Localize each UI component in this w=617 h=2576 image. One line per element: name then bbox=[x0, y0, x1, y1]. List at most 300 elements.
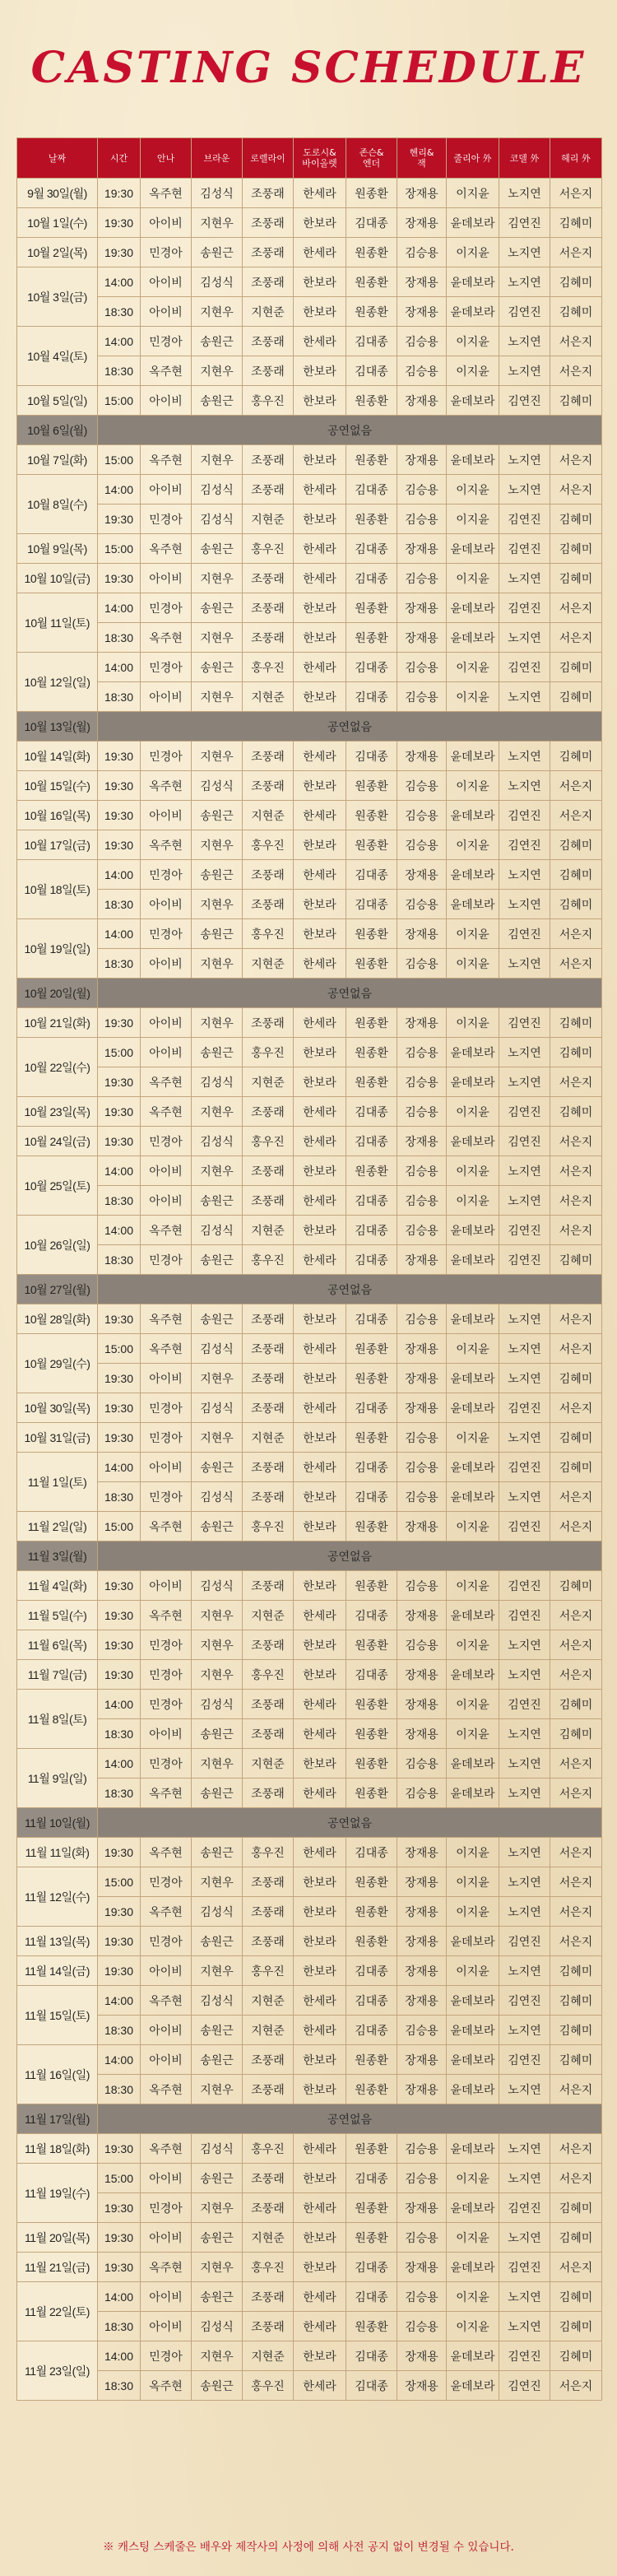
cast-cell: 조풍래 bbox=[243, 860, 294, 890]
cast-cell: 민경아 bbox=[141, 1660, 192, 1690]
header-row bbox=[17, 138, 602, 179]
cast-cell: 지현준 bbox=[243, 801, 294, 830]
cast-cell: 서은지 bbox=[550, 1630, 602, 1660]
cast-cell: 조풍래 bbox=[243, 1186, 294, 1216]
cast-cell: 노지연 bbox=[499, 2016, 550, 2045]
cast-cell: 송원근 bbox=[192, 327, 243, 356]
cast-cell: 김대종 bbox=[346, 208, 397, 238]
cast-cell: 원종환 bbox=[346, 1067, 397, 1097]
cast-cell: 아이비 bbox=[141, 2164, 192, 2193]
cast-cell: 한보라 bbox=[294, 297, 346, 327]
cast-cell: 노지연 bbox=[499, 1334, 550, 1364]
cast-cell: 윤데보라 bbox=[447, 297, 499, 327]
date-cell: 10월 23일(목) bbox=[17, 1097, 98, 1127]
cast-cell: 윤데보라 bbox=[447, 801, 499, 830]
cast-cell: 지현준 bbox=[243, 1067, 294, 1097]
cast-cell: 민경아 bbox=[141, 505, 192, 534]
cast-cell: 김승용 bbox=[397, 682, 447, 712]
cast-cell: 김연진 bbox=[499, 1601, 550, 1630]
time-cell: 19:30 bbox=[98, 1956, 141, 1986]
cast-cell: 원종환 bbox=[346, 1927, 397, 1956]
date-cell: 11월 7일(금) bbox=[17, 1660, 98, 1690]
schedule-row bbox=[17, 297, 602, 327]
time-cell: 14:00 bbox=[98, 327, 141, 356]
date-cell: 10월 31일(금) bbox=[17, 1423, 98, 1453]
cast-cell: 한보라 bbox=[294, 1897, 346, 1927]
cast-cell: 한보라 bbox=[294, 593, 346, 623]
cast-cell: 윤데보라 bbox=[447, 2253, 499, 2282]
cast-cell: 한보라 bbox=[294, 267, 346, 297]
cast-cell: 김연진 bbox=[499, 2371, 550, 2401]
date-cell: 10월 13일(월) bbox=[17, 712, 98, 742]
cast-cell: 윤데보라 bbox=[447, 1364, 499, 1393]
cast-cell: 민경아 bbox=[141, 860, 192, 890]
date-cell: 10월 12일(일) bbox=[17, 653, 98, 712]
cast-cell: 서은지 bbox=[550, 593, 602, 623]
date-cell: 10월 15일(수) bbox=[17, 771, 98, 801]
cast-cell: 김대종 bbox=[346, 1986, 397, 2016]
cast-cell: 서은지 bbox=[550, 1927, 602, 1956]
cast-cell: 김승용 bbox=[397, 2282, 447, 2312]
cast-cell: 서은지 bbox=[550, 179, 602, 208]
schedule-row bbox=[17, 386, 602, 416]
cast-cell: 홍우진 bbox=[243, 1660, 294, 1690]
cast-cell: 이지윤 bbox=[447, 1956, 499, 1986]
time-cell: 14:00 bbox=[98, 2045, 141, 2075]
cast-cell: 김승용 bbox=[397, 1779, 447, 1808]
schedule-row bbox=[17, 1956, 602, 1986]
date-cell: 11월 15일(토) bbox=[17, 1986, 98, 2045]
cast-cell: 장재용 bbox=[397, 1660, 447, 1690]
cast-cell: 이지윤 bbox=[447, 919, 499, 949]
cast-cell: 윤데보라 bbox=[447, 1601, 499, 1630]
cast-cell: 김승용 bbox=[397, 1216, 447, 1245]
no-show-label: 공연없음 bbox=[98, 1275, 602, 1304]
cast-cell: 민경아 bbox=[141, 1423, 192, 1453]
date-cell: 11월 19일(수) bbox=[17, 2164, 98, 2223]
date-cell: 10월 21일(화) bbox=[17, 1008, 98, 1038]
cast-cell: 윤데보라 bbox=[447, 623, 499, 653]
cast-cell: 옥주현 bbox=[141, 2134, 192, 2164]
cast-cell: 한보라 bbox=[294, 2341, 346, 2371]
cast-cell: 홍우진 bbox=[243, 2253, 294, 2282]
cast-cell: 서은지 bbox=[550, 1512, 602, 1541]
time-cell: 18:30 bbox=[98, 949, 141, 979]
time-cell: 19:30 bbox=[98, 1838, 141, 1867]
cast-cell: 김연진 bbox=[499, 1127, 550, 1156]
cast-cell: 김성식 bbox=[192, 1127, 243, 1156]
cast-cell: 김혜미 bbox=[550, 1038, 602, 1067]
cast-cell: 한보라 bbox=[294, 386, 346, 416]
cast-cell: 조풍래 bbox=[243, 1008, 294, 1038]
cast-cell: 윤데보라 bbox=[447, 1749, 499, 1779]
cast-cell: 김혜미 bbox=[550, 1719, 602, 1749]
cast-cell: 민경아 bbox=[141, 1867, 192, 1897]
cast-cell: 장재용 bbox=[397, 2253, 447, 2282]
date-cell: 11월 9일(일) bbox=[17, 1749, 98, 1808]
cast-cell: 김대종 bbox=[346, 1453, 397, 1482]
cast-cell: 노지연 bbox=[499, 1630, 550, 1660]
date-cell: 10월 1일(수) bbox=[17, 208, 98, 238]
cast-cell: 김혜미 bbox=[550, 2193, 602, 2223]
cast-cell: 장재용 bbox=[397, 2371, 447, 2401]
cast-cell: 노지연 bbox=[499, 1838, 550, 1867]
cast-cell: 김대종 bbox=[346, 356, 397, 386]
cast-cell: 김승용 bbox=[397, 2312, 447, 2341]
cast-cell: 원종환 bbox=[346, 2312, 397, 2341]
cast-cell: 김대종 bbox=[346, 1216, 397, 1245]
cast-cell: 김대종 bbox=[346, 1393, 397, 1423]
cast-cell: 송원근 bbox=[192, 801, 243, 830]
cast-cell: 윤데보라 bbox=[447, 1482, 499, 1512]
cast-cell: 김혜미 bbox=[550, 890, 602, 919]
cast-cell: 노지연 bbox=[499, 238, 550, 267]
cast-cell: 김혜미 bbox=[550, 1423, 602, 1453]
cast-cell: 원종환 bbox=[346, 1719, 397, 1749]
cast-cell: 김혜미 bbox=[550, 1571, 602, 1601]
cast-cell: 지현우 bbox=[192, 623, 243, 653]
cast-cell: 김연진 bbox=[499, 1927, 550, 1956]
time-cell: 19:30 bbox=[98, 1423, 141, 1453]
cast-cell: 김연진 bbox=[499, 505, 550, 534]
cast-cell: 장재용 bbox=[397, 1690, 447, 1719]
cast-cell: 이지윤 bbox=[447, 2164, 499, 2193]
schedule-row bbox=[17, 1779, 602, 1808]
cast-cell: 원종환 bbox=[346, 297, 397, 327]
cast-cell: 옥주현 bbox=[141, 356, 192, 386]
cast-cell: 서은지 bbox=[550, 1393, 602, 1423]
date-cell: 11월 5일(수) bbox=[17, 1601, 98, 1630]
cast-cell: 한보라 bbox=[294, 356, 346, 386]
cast-cell: 김연진 bbox=[499, 830, 550, 860]
cast-cell: 김대종 bbox=[346, 534, 397, 564]
cast-cell: 장재용 bbox=[397, 267, 447, 297]
cast-cell: 이지윤 bbox=[447, 653, 499, 682]
cast-cell: 원종환 bbox=[346, 2075, 397, 2104]
cast-cell: 한보라 bbox=[294, 208, 346, 238]
cast-cell: 장재용 bbox=[397, 1838, 447, 1867]
column-header: 로렐라이 bbox=[243, 138, 294, 179]
time-cell: 18:30 bbox=[98, 1245, 141, 1275]
cast-cell: 김성식 bbox=[192, 475, 243, 505]
cast-cell: 송원근 bbox=[192, 653, 243, 682]
cast-cell: 홍우진 bbox=[243, 1245, 294, 1275]
cast-cell: 노지연 bbox=[499, 682, 550, 712]
cast-cell: 윤데보라 bbox=[447, 1127, 499, 1156]
schedule-row bbox=[17, 1897, 602, 1927]
cast-cell: 지현준 bbox=[243, 1216, 294, 1245]
cast-cell: 윤데보라 bbox=[447, 1067, 499, 1097]
cast-cell: 이지윤 bbox=[447, 682, 499, 712]
no-show-label: 공연없음 bbox=[98, 712, 602, 742]
date-cell: 11월 4일(화) bbox=[17, 1571, 98, 1601]
cast-cell: 민경아 bbox=[141, 1630, 192, 1660]
date-cell: 11월 22일(토) bbox=[17, 2282, 98, 2341]
cast-cell: 원종환 bbox=[346, 1571, 397, 1601]
date-cell: 10월 27일(월) bbox=[17, 1275, 98, 1304]
cast-cell: 윤데보라 bbox=[447, 1927, 499, 1956]
cast-cell: 지현준 bbox=[243, 1601, 294, 1630]
cast-cell: 이지윤 bbox=[447, 1008, 499, 1038]
cast-cell: 노지연 bbox=[499, 356, 550, 386]
cast-cell: 김혜미 bbox=[550, 2045, 602, 2075]
schedule-row bbox=[17, 2253, 602, 2282]
cast-cell: 한보라 bbox=[294, 2045, 346, 2075]
cast-cell: 한보라 bbox=[294, 1364, 346, 1393]
cast-cell: 지현우 bbox=[192, 564, 243, 593]
cast-cell: 김승용 bbox=[397, 1156, 447, 1186]
cast-cell: 한보라 bbox=[294, 1630, 346, 1660]
cast-cell: 장재용 bbox=[397, 386, 447, 416]
cast-cell: 민경아 bbox=[141, 2193, 192, 2223]
time-cell: 19:30 bbox=[98, 830, 141, 860]
cast-cell: 이지윤 bbox=[447, 2223, 499, 2253]
time-cell: 18:30 bbox=[98, 1186, 141, 1216]
schedule-row bbox=[17, 742, 602, 771]
date-cell: 10월 14일(화) bbox=[17, 742, 98, 771]
cast-cell: 한보라 bbox=[294, 505, 346, 534]
date-cell: 10월 24일(금) bbox=[17, 1127, 98, 1156]
cast-cell: 지현준 bbox=[243, 1749, 294, 1779]
cast-cell: 한보라 bbox=[294, 890, 346, 919]
cast-cell: 원종환 bbox=[346, 1423, 397, 1453]
cast-cell: 한세라 bbox=[294, 801, 346, 830]
cast-cell: 조풍래 bbox=[243, 2312, 294, 2341]
cast-cell: 김승용 bbox=[397, 2016, 447, 2045]
cast-cell: 홍우진 bbox=[243, 2134, 294, 2164]
cast-cell: 옥주현 bbox=[141, 2253, 192, 2282]
cast-cell: 지현우 bbox=[192, 830, 243, 860]
cast-cell: 조풍래 bbox=[243, 1304, 294, 1334]
cast-cell: 조풍래 bbox=[243, 890, 294, 919]
cast-cell: 지현우 bbox=[192, 1008, 243, 1038]
cast-cell: 김승용 bbox=[397, 1423, 447, 1453]
cast-cell: 조풍래 bbox=[243, 1690, 294, 1719]
time-cell: 19:30 bbox=[98, 1571, 141, 1601]
cast-cell: 원종환 bbox=[346, 1690, 397, 1719]
cast-cell: 한보라 bbox=[294, 771, 346, 801]
cast-cell: 김승용 bbox=[397, 771, 447, 801]
cast-cell: 장재용 bbox=[397, 297, 447, 327]
cast-cell: 조풍래 bbox=[243, 1334, 294, 1364]
cast-cell: 노지연 bbox=[499, 267, 550, 297]
cast-cell: 장재용 bbox=[397, 1719, 447, 1749]
cast-cell: 지현우 bbox=[192, 2341, 243, 2371]
cast-cell: 아이비 bbox=[141, 682, 192, 712]
cast-cell: 장재용 bbox=[397, 1927, 447, 1956]
cast-cell: 김혜미 bbox=[550, 1453, 602, 1482]
cast-cell: 윤데보라 bbox=[447, 2075, 499, 2104]
cast-cell: 노지연 bbox=[499, 2312, 550, 2341]
schedule-row bbox=[17, 327, 602, 356]
cast-cell: 지현우 bbox=[192, 2253, 243, 2282]
cast-cell: 서은지 bbox=[550, 771, 602, 801]
cast-cell: 민경아 bbox=[141, 238, 192, 267]
cast-cell: 원종환 bbox=[346, 593, 397, 623]
cast-cell: 원종환 bbox=[346, 623, 397, 653]
cast-cell: 한세라 bbox=[294, 1186, 346, 1216]
time-cell: 14:00 bbox=[98, 1986, 141, 2016]
cast-cell: 노지연 bbox=[499, 1482, 550, 1512]
date-cell: 11월 21일(금) bbox=[17, 2253, 98, 2282]
cast-cell: 조풍래 bbox=[243, 1779, 294, 1808]
cast-cell: 노지연 bbox=[499, 771, 550, 801]
date-cell: 10월 18일(토) bbox=[17, 860, 98, 919]
cast-cell: 아이비 bbox=[141, 297, 192, 327]
schedule-row bbox=[17, 1008, 602, 1038]
cast-cell: 옥주현 bbox=[141, 1779, 192, 1808]
cast-cell: 김승용 bbox=[397, 1630, 447, 1660]
cast-cell: 이지윤 bbox=[447, 1334, 499, 1364]
cast-cell: 노지연 bbox=[499, 2223, 550, 2253]
cast-cell: 김대종 bbox=[346, 327, 397, 356]
cast-cell: 지현준 bbox=[243, 505, 294, 534]
cast-cell: 조풍래 bbox=[243, 564, 294, 593]
cast-cell: 조풍래 bbox=[243, 1867, 294, 1897]
cast-cell: 윤데보라 bbox=[447, 2371, 499, 2401]
cast-cell: 김혜미 bbox=[550, 297, 602, 327]
cast-cell: 아이비 bbox=[141, 890, 192, 919]
cast-cell: 노지연 bbox=[499, 327, 550, 356]
schedule-row bbox=[17, 564, 602, 593]
cast-cell: 장재용 bbox=[397, 2075, 447, 2104]
cast-cell: 김혜미 bbox=[550, 2223, 602, 2253]
cast-cell: 김혜미 bbox=[550, 682, 602, 712]
cast-cell: 옥주현 bbox=[141, 2371, 192, 2401]
cast-cell: 아이비 bbox=[141, 2312, 192, 2341]
cast-cell: 김대종 bbox=[346, 1482, 397, 1512]
date-cell: 10월 2일(목) bbox=[17, 238, 98, 267]
cast-cell: 이지윤 bbox=[447, 771, 499, 801]
cast-cell: 아이비 bbox=[141, 2045, 192, 2075]
schedule-row bbox=[17, 593, 602, 623]
schedule-row bbox=[17, 267, 602, 297]
cast-cell: 아이비 bbox=[141, 1571, 192, 1601]
time-cell: 15:00 bbox=[98, 445, 141, 475]
time-cell: 18:30 bbox=[98, 1779, 141, 1808]
cast-cell: 원종환 bbox=[346, 445, 397, 475]
cast-cell: 노지연 bbox=[499, 623, 550, 653]
cast-cell: 민경아 bbox=[141, 1927, 192, 1956]
date-cell: 10월 22일(수) bbox=[17, 1038, 98, 1097]
cast-cell: 장재용 bbox=[397, 179, 447, 208]
cast-cell: 원종환 bbox=[346, 830, 397, 860]
schedule-row bbox=[17, 1660, 602, 1690]
cast-cell: 장재용 bbox=[397, 1393, 447, 1423]
cast-cell: 민경아 bbox=[141, 1245, 192, 1275]
cast-cell: 장재용 bbox=[397, 445, 447, 475]
cast-cell: 아이비 bbox=[141, 1186, 192, 1216]
date-cell: 10월 28일(화) bbox=[17, 1304, 98, 1334]
cast-cell: 김성식 bbox=[192, 1393, 243, 1423]
cast-cell: 김혜미 bbox=[550, 564, 602, 593]
cast-cell: 김승용 bbox=[397, 1304, 447, 1334]
schedule-row bbox=[17, 238, 602, 267]
cast-cell: 서은지 bbox=[550, 1660, 602, 1690]
cast-cell: 한세라 bbox=[294, 1334, 346, 1364]
cast-cell: 한세라 bbox=[294, 1690, 346, 1719]
schedule-row bbox=[17, 1482, 602, 1512]
cast-cell: 장재용 bbox=[397, 1512, 447, 1541]
cast-cell: 조풍래 bbox=[243, 2075, 294, 2104]
cast-cell: 민경아 bbox=[141, 742, 192, 771]
cast-cell: 노지연 bbox=[499, 1038, 550, 1067]
cast-cell: 서은지 bbox=[550, 1867, 602, 1897]
date-cell: 11월 10일(월) bbox=[17, 1808, 98, 1838]
cast-cell: 조풍래 bbox=[243, 208, 294, 238]
schedule-row bbox=[17, 623, 602, 653]
cast-cell: 김승용 bbox=[397, 356, 447, 386]
column-header: 헤리 外 bbox=[550, 138, 602, 179]
date-cell: 11월 6일(목) bbox=[17, 1630, 98, 1660]
time-cell: 14:00 bbox=[98, 1216, 141, 1245]
cast-cell: 한세라 bbox=[294, 1838, 346, 1867]
cast-cell: 윤데보라 bbox=[447, 890, 499, 919]
time-cell: 14:00 bbox=[98, 1453, 141, 1482]
schedule-row bbox=[17, 919, 602, 949]
cast-cell: 김연진 bbox=[499, 1097, 550, 1127]
time-cell: 15:00 bbox=[98, 1334, 141, 1364]
cast-cell: 윤데보라 bbox=[447, 1779, 499, 1808]
cast-cell: 원종환 bbox=[346, 267, 397, 297]
cast-cell: 노지연 bbox=[499, 890, 550, 919]
date-cell: 10월 25일(토) bbox=[17, 1156, 98, 1216]
cast-cell: 옥주현 bbox=[141, 623, 192, 653]
cast-cell: 송원근 bbox=[192, 2282, 243, 2312]
cast-cell: 한세라 bbox=[294, 1986, 346, 2016]
cast-cell: 민경아 bbox=[141, 653, 192, 682]
time-cell: 14:00 bbox=[98, 1690, 141, 1719]
time-cell: 15:00 bbox=[98, 1038, 141, 1067]
cast-cell: 김승용 bbox=[397, 2134, 447, 2164]
cast-cell: 김성식 bbox=[192, 505, 243, 534]
cast-cell: 송원근 bbox=[192, 1927, 243, 1956]
cast-cell: 지현우 bbox=[192, 1630, 243, 1660]
schedule-row bbox=[17, 1245, 602, 1275]
cast-cell: 홍우진 bbox=[243, 1512, 294, 1541]
cast-cell: 원종환 bbox=[346, 2223, 397, 2253]
cast-cell: 송원근 bbox=[192, 534, 243, 564]
no-show-label: 공연없음 bbox=[98, 1541, 602, 1571]
cast-cell: 김대종 bbox=[346, 1601, 397, 1630]
schedule-row bbox=[17, 2312, 602, 2341]
cast-cell: 노지연 bbox=[499, 1867, 550, 1897]
cast-cell: 민경아 bbox=[141, 327, 192, 356]
cast-cell: 원종환 bbox=[346, 2134, 397, 2164]
cast-cell: 서은지 bbox=[550, 1127, 602, 1156]
cast-cell: 지현우 bbox=[192, 1749, 243, 1779]
date-cell: 11월 23일(일) bbox=[17, 2341, 98, 2401]
cast-cell: 조풍래 bbox=[243, 179, 294, 208]
column-header: 존슨& 엔더 bbox=[346, 138, 397, 179]
time-cell: 19:30 bbox=[98, 1364, 141, 1393]
cast-cell: 김승용 bbox=[397, 1067, 447, 1097]
no-show-row bbox=[17, 1541, 602, 1571]
cast-cell: 윤데보라 bbox=[447, 1304, 499, 1334]
cast-cell: 김혜미 bbox=[550, 830, 602, 860]
cast-cell: 지현우 bbox=[192, 2075, 243, 2104]
cast-cell: 송원근 bbox=[192, 2016, 243, 2045]
cast-cell: 한세라 bbox=[294, 742, 346, 771]
no-show-label: 공연없음 bbox=[98, 2104, 602, 2134]
cast-cell: 김승용 bbox=[397, 1571, 447, 1601]
cast-cell: 서은지 bbox=[550, 1897, 602, 1927]
cast-cell: 옥주현 bbox=[141, 1097, 192, 1127]
cast-cell: 송원근 bbox=[192, 593, 243, 623]
cast-cell: 김승용 bbox=[397, 475, 447, 505]
schedule-row bbox=[17, 2164, 602, 2193]
cast-cell: 노지연 bbox=[499, 742, 550, 771]
